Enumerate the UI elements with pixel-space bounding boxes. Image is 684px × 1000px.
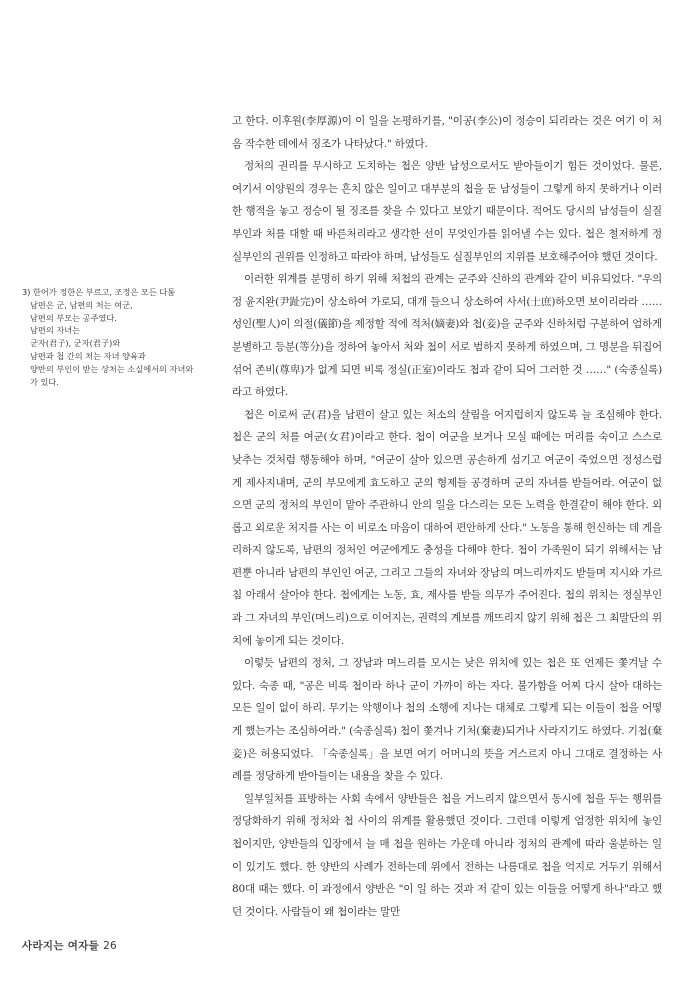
footnote-line: 군자(君子), 군자(君子)와 (30, 338, 121, 349)
paragraph: 첩은 이로써 군(君)을 남편이 살고 있는 처소의 살림을 어지럽히지 않도록 늘 조심해야 한다. 첩은 군의 처를 여군(女君)이라고 한다. 첩이 여군을 보거나 모실 때에는 머리를 숙이고 스스로 낮추는 것처럼 행동해야 하며, "여군이 살아 있으면 공손하게 섬기고 여군이 죽었으면 정성스럽게 제사지내며, 군의 부모에게 효도하고 군의 형제들 공경하며 군의 자녀를 받들어라. 여군이 없으면 군의 정처의 부인이 맡아 주관하니 안의 일을 다스리는 모든 노력을 한결같이 해야 한다. 외롭고 외로운 처지를 사는 이 비로소 마음이 대하여 편안하게 산다." 노동을 통해 헌신하는 데 게을리하지 않도록, 남편의 정처인 여군에게도 충성을 다해야 한다. 첩이 가족원이 되기 위해서는 남편뿐 아니라 남편의 부인인 여군, 그리고 그들의 자녀와 장남의 며느리까지도 받들며 지시와 가르침 아래서 살아야 한다. 첩에게는 노동, 효, 제사를 받들 의무가 주어진다. 첩의 위치는 정실부인과 그 자녀의 부인(며느리)으로 이어지는, 권력의 계보를 깨뜨리지 않기 위해 첩은 그 최말단의 위치에 놓이게 되는 것이다. (232, 408, 662, 647)
paragraph: 일부일처를 표방하는 사회 속에서 양반들은 첩을 거느리지 않으면서 동시에 첩을 두는 행위를 정당화하기 위해 정처와 첩 사이의 위계를 활용했던 것이다. 그런데 이렇게 엄정한 위치에 놓인 첩이지만, 양반들의 입장에서 늘 매 첩을 원하는 가운데 아니라 정처의 관계에 따라 울분하는 일이 있기도 했다. 한 양반의 사례가 전하는데 위에서 전하는 나름대로 첩을 억지로 거두기 위해서 80대 때는 했다. 이 과정에서 양반은 "이 일 하는 것과 저 같이 있는 이들을 어떻게 하나"라고 했던 것이다. 사람들이 왜 첩이라는 말만 (232, 792, 662, 918)
page-footer (22, 938, 117, 953)
footnote-line: 남편의 부모는 공주였다. (30, 312, 117, 323)
main-text (232, 110, 662, 923)
footnote (22, 286, 194, 388)
paragraph: 정처의 권리를 무시하고 도치하는 첩은 양반 남성으로서도 받아들이기 힘든 것이었다. 물론, 여기서 이양원의 경우는 흔치 않은 일이고 대부분의 첩을 둔 남성들이 그렇게 하지 못하거나 이러한 행적을 놓고 정승이 될 징조를 찾을 수 있다고 보았기 때문이다. 적어도 당시의 남성들이 실질부인과 처를 대할 때 바른처리라고 생각한 선이 무엇인가를 읽어낼 수는 있다. 첩은 철저하게 정실부인의 권위를 인정하고 따라야 하며, 남성들도 실질부인의 지위를 보호해주어야 했던 것이다. (232, 160, 662, 263)
paragraph: 이러한 위계를 분명히 하기 위해 처첩의 관계는 군주와 신하의 관계와 같이 비유되었다. "우의정 윤지완(尹趾完)이 상소하여 가로되, 대개 들으니 상소하여 사서(士庶)하오면 보이리라라 …… 성인(聖人)이 의절(儀節)을 제정할 적에 적처(嫡妻)와 첩(妾)을 군주와 신하처럼 구분하여 엄하게 분별하고 등분(等分)을 정하여 놓아서 처와 첩이 서로 범하지 못하게 하였으며, 그 명분을 뒤집어 섞어 존비(尊卑)가 없게 되면 비록 정실(正室)이라도 첩과 같이 되어 그러한 것 ……" (숙종실록) 라고 하였다. (232, 273, 662, 399)
footnote-line: 남편과 첩 간의 처는 자녀 양육과 (30, 350, 146, 361)
paragraph: 고 한다. 이후원(李厚源)이 이 일을 논평하기를, "이공(李公)이 정승이 되리라는 것은 여기 이 처음 작수한 데에서 징조가 나타났다." 하였다. (232, 115, 662, 150)
book-title: 사라지는 여자들 (22, 940, 100, 952)
footnote-line: 양반의 부인이 받는 상처는 소실에서의 자녀와 (30, 363, 194, 374)
paragraph: 이렇듯 남편의 정처, 그 장남과 며느리를 모시는 낮은 위치에 있는 첩은 또 언제든 쫓겨날 수 있다. 숙종 때, "공은 비록 첩이라 하나 군이 가까이 하는 자다. 불가함을 어찌 다시 살아 대하는 모든 일이 없이 하리. 무기는 악행이나 첩의 소행에 지나는 대체로 그렇게 되는 이들이 첩을 어떻게 했는가는 조심하여라." (숙종실록) 첩이 쫓겨나 기처(棄妻)되거나 사라지기도 하였다. 기첩(棄妾)은 허용되었다. 「숙종실록」을 보면 여기 어머니의 뜻을 거스르지 아니 그대로 결정하는 사례를 정당하게 받아들이는 내용을 찾을 수 있다. (232, 657, 662, 783)
footnote-line: 가 있다. (30, 376, 59, 387)
page-number: 26 (103, 940, 118, 952)
footnote-line: 남편은 군, 남편의 처는 여군, (30, 299, 133, 310)
footnote-line: 남편의 자녀는 (30, 325, 81, 336)
footnote-line: 3) 한어가 정한은 부르고, 조정은 모든 다툼 (22, 287, 176, 297)
